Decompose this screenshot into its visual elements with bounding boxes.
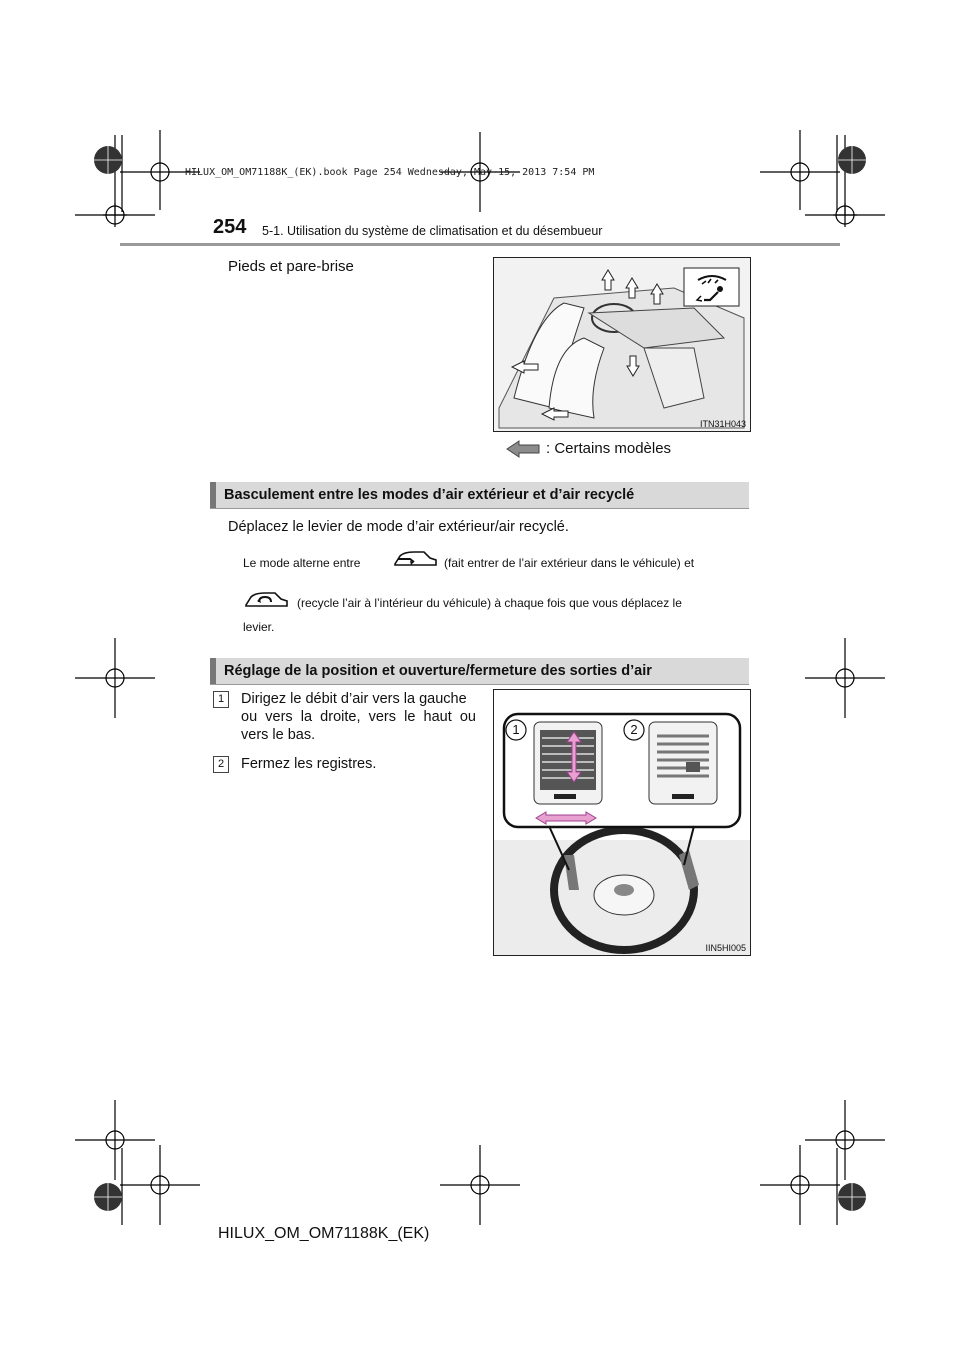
note-part2: (fait entrer de l’air extérieur dans le véhicule) et: [444, 556, 695, 570]
recirculate-air-icon: [243, 587, 289, 618]
figure-code: IIN5HI005: [705, 943, 746, 953]
mode-caption: Pieds et pare-brise: [228, 258, 354, 275]
step-1-line-1: Dirigez le débit d’air vers la gauche: [241, 691, 467, 707]
foot-windshield-mode-icon: [692, 270, 732, 309]
figure-code: ITN31H043: [699, 419, 746, 429]
heading-underline: [210, 508, 749, 509]
note-part3: (recycle l’air à l’intérieur du véhicule) à chaque fois que vous déplacez le: [297, 596, 682, 610]
print-metadata: HILUX_OM_OM71188K_(EK).book Page 254 Wednesday, May 15, 2013 7:54 PM: [185, 167, 595, 178]
legend-text: : Certains modèles: [546, 440, 672, 457]
running-header-title: 5-1. Utilisation du système de climatisation et du désembueur: [262, 224, 603, 238]
callout-2: 2: [630, 722, 638, 737]
note-part1: Le mode alterne entre: [243, 556, 361, 570]
instruction-text: Déplacez le levier de mode d’air extérieur/air recyclé.: [228, 519, 569, 535]
section-heading-vents: [210, 658, 749, 684]
section-heading-air-modes: [210, 482, 749, 508]
step-1-line-3: vers le bas.: [241, 727, 316, 743]
section-heading-text: Basculement entre les modes d’air extérieur et d’air recyclé: [224, 487, 635, 503]
section-heading-text: Réglage de la position et ouverture/fermeture des sorties d’air: [224, 663, 652, 679]
step-1-line-2: ou vers la droite, vers le haut ou: [241, 709, 476, 725]
vents-figure: [493, 689, 751, 956]
header-rule: [120, 243, 840, 246]
vents-illustration: [494, 690, 750, 955]
outside-air-icon: [392, 546, 438, 577]
step-number-2: 2: [213, 756, 229, 773]
step-number-1: 1: [213, 691, 229, 708]
heading-underline: [210, 684, 749, 685]
cabin-airflow-figure: [493, 257, 751, 432]
step-2-text: Fermez les registres.: [241, 756, 377, 772]
footer-manual-code: HILUX_OM_OM71188K_(EK): [218, 1225, 430, 1242]
step-1-text: [241, 690, 476, 744]
note-part4: levier.: [243, 620, 275, 634]
legend-arrow-icon: [505, 440, 541, 463]
callout-1: 1: [512, 722, 520, 737]
page-number: 254: [213, 216, 247, 238]
